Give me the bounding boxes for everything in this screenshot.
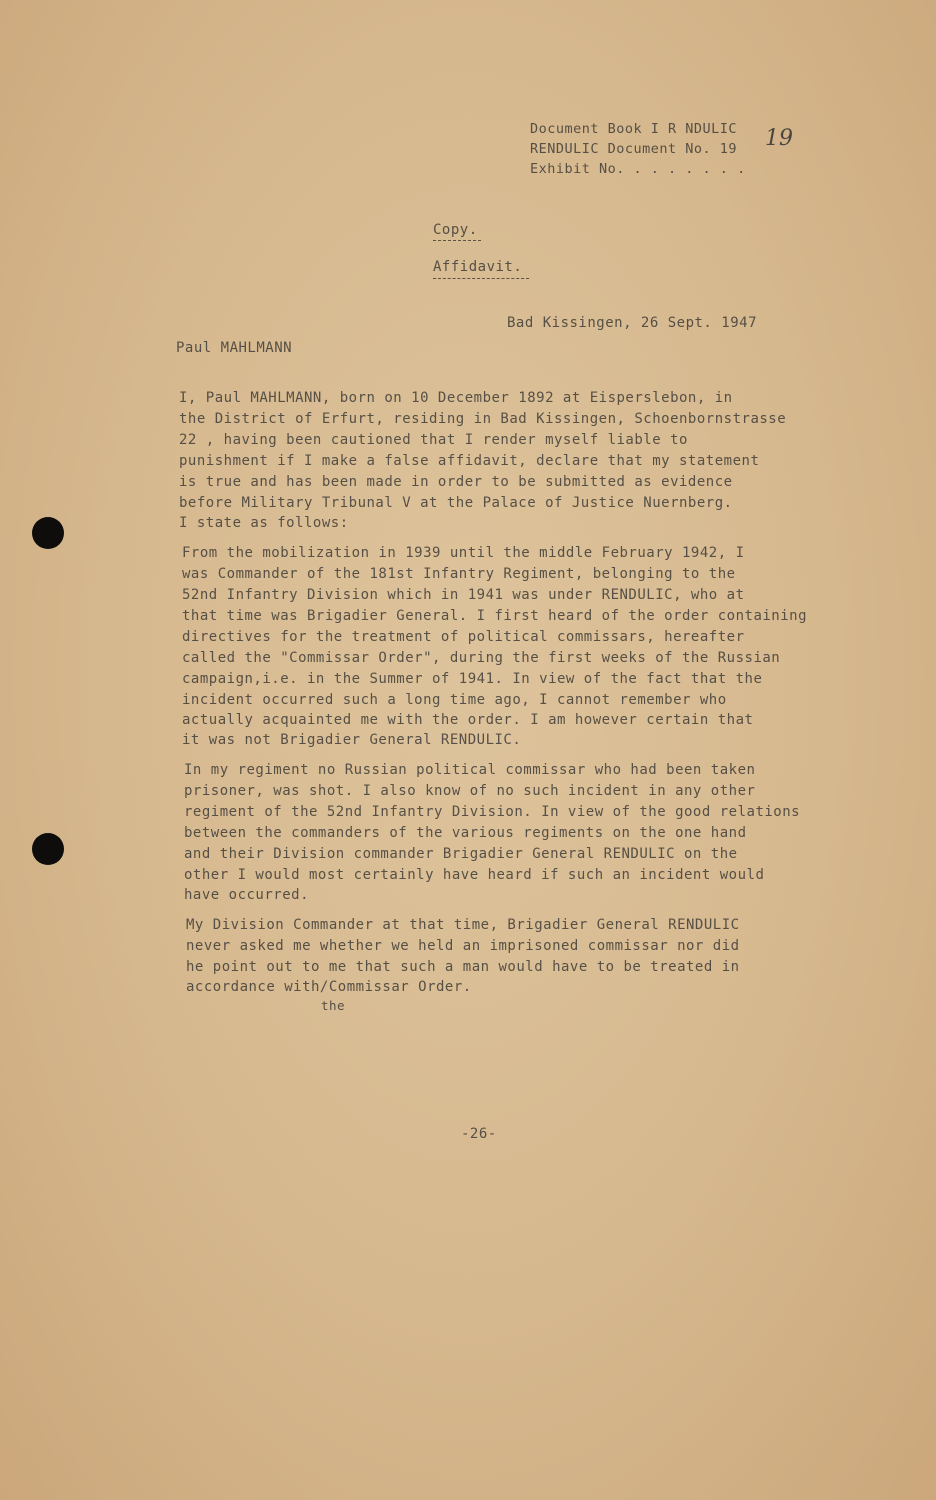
text-line: In my regiment no Russian political commissar who had been taken bbox=[184, 762, 756, 778]
copy-heading-underline bbox=[433, 240, 481, 241]
handwritten-document-number: 19 bbox=[765, 126, 793, 151]
punch-hole bbox=[32, 517, 64, 549]
text-line: he point out to me that such a man would have to be treated in bbox=[186, 959, 740, 975]
text-line: accordance with/Commissar Order. bbox=[186, 979, 472, 995]
text-line: From the mobilization in 1939 until the middle February 1942, I bbox=[182, 545, 745, 561]
text-line: regiment of the 52nd Infantry Division. In view of the good relations bbox=[184, 804, 801, 820]
inserted-word: the bbox=[321, 998, 346, 1013]
text-line: was Commander of the 181st Infantry Regiment, belonging to the bbox=[182, 566, 736, 582]
text-line: never asked me whether we held an imprisoned commissar nor did bbox=[186, 938, 740, 954]
text-line: I state as follows: bbox=[179, 515, 349, 531]
text-line: it was not Brigadier General RENDULIC. bbox=[182, 732, 522, 748]
document-number-line: RENDULIC Document No. 19 bbox=[530, 141, 738, 157]
text-line: I, Paul MAHLMANN, born on 10 December 1892 at Eisperslebon, in bbox=[179, 390, 733, 406]
text-line: before Military Tribunal V at the Palace of Justice Nuernberg. bbox=[179, 495, 733, 511]
punch-hole bbox=[32, 833, 64, 865]
text-line: incident occurred such a long time ago, I cannot remember who bbox=[182, 692, 727, 708]
text-line: My Division Commander at that time, Brigadier General RENDULIC bbox=[186, 917, 740, 933]
text-line: 52nd Infantry Division which in 1941 was under RENDULIC, who at bbox=[182, 587, 745, 603]
text-line: other I would most certainly have heard if such an incident would bbox=[184, 867, 765, 883]
text-line: prisoner, was shot. I also know of no such incident in any other bbox=[184, 783, 756, 799]
text-line: actually acquainted me with the order. I am however certain that bbox=[182, 712, 754, 728]
text-line: is true and has been made in order to be submitted as evidence bbox=[179, 474, 733, 490]
document-book-line: Document Book I R NDULIC bbox=[530, 121, 738, 137]
affidavit-title-underline bbox=[433, 278, 529, 279]
text-line: between the commanders of the various regiments on the one hand bbox=[184, 825, 747, 841]
text-line: and their Division commander Brigadier General RENDULIC on the bbox=[184, 846, 738, 862]
place-and-date: Bad Kissingen, 26 Sept. 1947 bbox=[507, 315, 758, 331]
exhibit-number-line: Exhibit No. . . . . . . . bbox=[530, 161, 746, 177]
text-line: the District of Erfurt, residing in Bad Kissingen, Schoenbornstrasse bbox=[179, 411, 787, 427]
affidavit-title: Affidavit. bbox=[433, 259, 523, 275]
text-line: have occurred. bbox=[184, 887, 310, 903]
text-line: directives for the treatment of political commissars, hereafter bbox=[182, 629, 745, 645]
affiant-name: Paul MAHLMANN bbox=[176, 340, 293, 356]
text-line: punishment if I make a false affidavit, declare that my statement bbox=[179, 453, 760, 469]
text-line: called the "Commissar Order", during the first weeks of the Russian bbox=[182, 650, 781, 666]
copy-heading: Copy. bbox=[433, 222, 478, 238]
page-number: -26- bbox=[461, 1126, 497, 1142]
text-line: campaign,i.e. in the Summer of 1941. In view of the fact that the bbox=[182, 671, 763, 687]
text-line: that time was Brigadier General. I first heard of the order containing bbox=[182, 608, 808, 624]
text-line: 22 , having been cautioned that I render myself liable to bbox=[179, 432, 688, 448]
